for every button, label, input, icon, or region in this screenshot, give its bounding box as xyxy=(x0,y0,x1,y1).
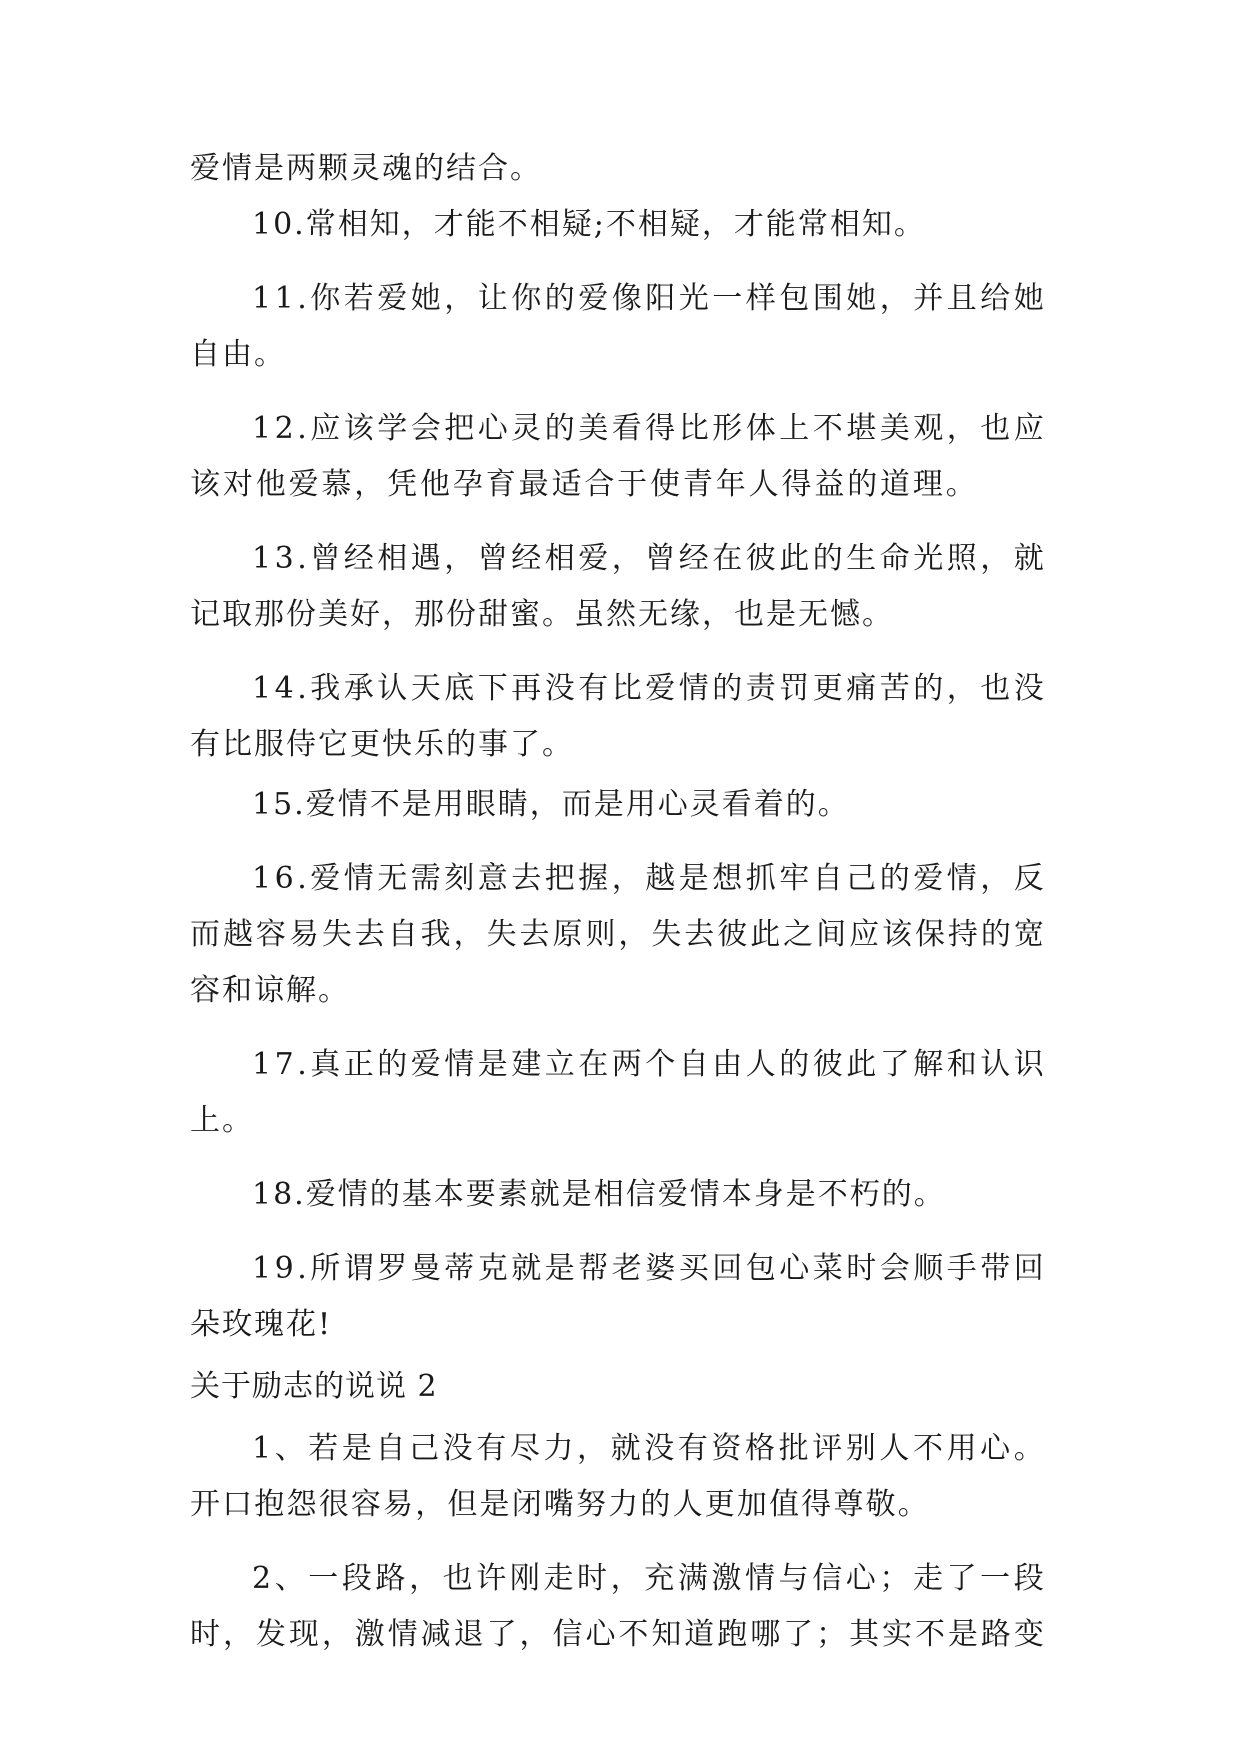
text-line: 1 、 若 是 自 己 没 有 尽 力 ， 就 没 有 资 格 批 评 别 人 不 用 心 。 xyxy=(252,1431,1046,1466)
section-heading: 关于励志的说说 2 xyxy=(190,1369,438,1404)
text-line: 时 ， 发 现 ， 激 情 减 退 了 ， 信 心 不 知 道 跑 哪 了 ； 其 实 不 是 路 变 xyxy=(190,1617,1046,1652)
text-line: 1 9 . 所 谓 罗 曼 蒂 克 就 是 帮 老 婆 买 回 包 心 菜 时 会 顺 手 带 回 xyxy=(252,1251,1046,1286)
text-line: 该 对 他 爱 慕 ， 凭 他 孕 育 最 适 合 于 使 青 年 人 得 益 的 道 理 。 xyxy=(190,467,978,502)
text-line: 1 3 . 曾 经 相 遇 ， 曾 经 相 爱 ， 曾 经 在 彼 此 的 生 命 光 照 ， 就 xyxy=(252,541,1046,576)
text-line: 而 越 容 易 失 去 自 我 ， 失 去 原 则 ， 失 去 彼 此 之 间 应 该 保 持 的 宽 xyxy=(190,917,1046,952)
text-line: 记取那份美好，那份甜蜜。虽然无缘，也是无憾。 xyxy=(190,597,894,632)
text-line: 1 4 . 我 承 认 天 底 下 再 没 有 比 爱 情 的 责 罚 更 痛 苦 的 ， 也 没 xyxy=(252,671,1046,706)
text-line: 有比服侍它更快乐的事了。 xyxy=(190,727,574,762)
text-line: 18.爱情的基本要素就是相信爱情本身是不朽的。 xyxy=(252,1177,946,1212)
text-line: 1 7 . 真 正 的 爱 情 是 建 立 在 两 个 自 由 人 的 彼 此 了 解 和 认 识 xyxy=(252,1047,1046,1082)
text-line: 15.爱情不是用眼睛，而是用心灵看着的。 xyxy=(252,787,850,822)
text-line: 容和谅解。 xyxy=(190,973,350,1008)
text-line: 爱情是两颗灵魂的结合。 xyxy=(190,151,542,186)
text-line: 朵玫瑰花! xyxy=(190,1307,333,1342)
text-line: 2 、 一 段 路 ， 也 许 刚 走 时 ， 充 满 激 情 与 信 心 ； 走 了 一 段 xyxy=(252,1561,1046,1596)
text-line: 开 口 抱 怨 很 容 易 ， 但 是 闭 嘴 努 力 的 人 更 加 值 得 尊 敬 。 xyxy=(190,1487,930,1522)
text-line: 1 1 . 你 若 爱 她 ， 让 你 的 爱 像 阳 光 一 样 包 围 她 ， 并 且 给 她 xyxy=(252,281,1046,316)
text-line: 10.常相知，才能不相疑;不相疑，才能常相知。 xyxy=(252,207,926,242)
text-line: 1 2 . 应 该 学 会 把 心 灵 的 美 看 得 比 形 体 上 不 堪 美 观 ， 也 应 xyxy=(252,411,1046,446)
text-line: 1 6 . 爱 情 无 需 刻 意 去 把 握 ， 越 是 想 抓 牢 自 己 的 爱 情 ， 反 xyxy=(252,861,1046,896)
text-line: 自由。 xyxy=(190,337,286,372)
text-line: 上。 xyxy=(190,1103,254,1138)
